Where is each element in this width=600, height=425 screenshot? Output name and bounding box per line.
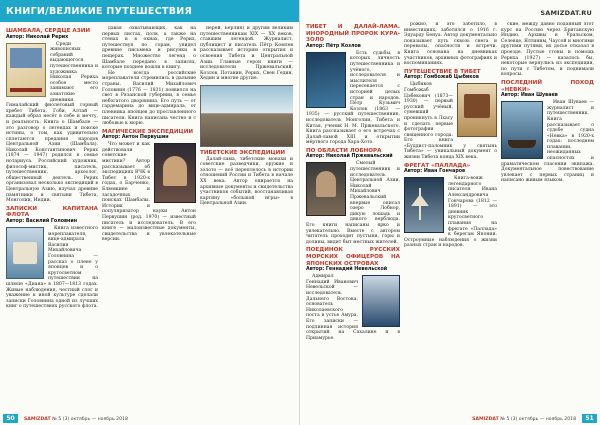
page-number: 51 [582, 414, 597, 423]
right-column-1 [306, 22, 400, 404]
right-header [300, 0, 600, 22]
travel-photo [200, 85, 293, 147]
left-column-2 [102, 26, 196, 404]
article-text: Адмирал Геннадий Иванович Невельской — исследователь Дальнего Востока, основатель Николаевского поста в устье Амура. Его записки — подлинная история открытий на Сахалине и в Приамурье. [306, 274, 400, 341]
issue-name: SAMIZDAT [472, 417, 499, 422]
left-footer [0, 414, 299, 425]
book-cover [501, 101, 543, 159]
article-author: Автор: Иван Гончаров [404, 169, 466, 175]
issue-date: № 5 (3) октябрь — ноябрь 2018 [52, 417, 128, 422]
article-text: Иван Шуваев — журналист и путешественник. Книга рассказывает о судьбе судна «Невка» в 1920-х годах: последнем плавании, неожиданных опасностях и драматическом спасении экипажа. Документальное повествование увлекает с первых страниц и написано живым языком. [501, 100, 594, 184]
article-title: ПУТЕШЕСТВИЕ В ТИБЕТ [404, 68, 481, 75]
left-column-3 [200, 26, 293, 404]
article-text: Далай-лама, тибетские монахи и советские разведчики, оружие и золото — всё переплелось в истории отношений России и Тибета в начале XX века. Автор опирается на архивные документы и свидетельства участников событий, восстанавливая картину «большой игры» в Центральной Азии. [200, 156, 293, 207]
book-cover [6, 227, 44, 279]
article-text: Книга известного мореплавателя, вице-адмирала Василия Михайловича Головнина — рассказ о плене у японцев и о кругосветном путешествии на шлюпе «Диана» в 1807—1813 годах. Живые наблюдения, честный слог и уважение к иной культуре сделали записки Головнина одной из лучших книг о путешествиях русского флота. [6, 226, 98, 310]
book-cover [154, 143, 196, 203]
book-cover [457, 83, 497, 137]
article-text: рожно, и это заботило, в инвестициях, заботился о 1916 г. Эдуарду Бенуа. Автор документально показывает путь сквозь снега и перевалы, опасности и встречи. Книга основана на дневниках участников, архивных фотографиях и воспоминаниях. [404, 22, 497, 67]
section-header-bar [0, 0, 299, 22]
article-text: Не всегда российские мореплаватели стремились в дальние страны. Василий Михайлович Головнин (1776 — 1831) появился на свет в Рязанской губернии, в семье небогатого дворянина. Его путь — от гардемарина до вице-адмирала, от пленника японцев до прославленного писателя. Книга написана честно и с любовью к морю. [102, 70, 196, 127]
page-number: 50 [3, 414, 18, 423]
article-author: Автор: Антон Первушин [102, 135, 169, 141]
article-text: Смелый путешественник и исследователь Центральной Азии, Николай Михайлович Пржевальский впервые описал озеро Лобнор, дикую лошадь и дикого верблюда. Его книги написаны ярко и увлекательно. Вместе с автором читатель проходит пустыни, горы и долины, видит быт местных жителей. [306, 161, 400, 245]
article-text: нерей, Берлин) и другим великим путешественникам XIX — XX веков, ставшим легендой. Журналист, публицист и писатель Пётр Комлев рассказывает историю открытия и освоения Тибета и Центральной Азии. Главные герои книги — исследователи Пржевальский, Козлов, Потанин, Рерих, Свен Гедин, Хедин и многие другие. [200, 26, 293, 82]
article-title: ПОЕДИНОК РУССКИХ МОРСКИХ ОФИЦЕРОВ НА ЯПОНСКИХ ОСТРОВАХ [306, 247, 400, 267]
book-cover [362, 275, 400, 327]
right-footer [300, 414, 600, 425]
article-title: ТИБЕТ И ДАЛАЙ-ЛАМА. ИНОРОДНЫЙ ПРОРОК КУРА-ЗОЛО [306, 24, 400, 44]
article-text: Среди живописных собраний выдающегося путешественника и художника Николая Рериха особое место занимают его азиатские дневники. Гималайский фиолетовый горный хребет Тибета, Гоби, Алтай — каждый образ несёт в себе и мечту, и реальность. Книга о Шамбале — это разговор о легендах и поиске истины, о том, как удивительно сплетаются предания народов Центральной Азии (Шамбала). Николай Константинович Рерих (1874 — 1947) родился в семье нотариуса. Российский художник, философ-мистик, писатель, путешественник, археолог, общественный деятель. Рерих организовал несколько экспедиций в Центральную Азию, изучал древние памятники и святыни Тибета, Монголии, Индии. [6, 41, 98, 204]
article-text: ские, между давно поданный этот курс на Россию через Британскую Индию. Архивы и Уральском, Селевце, Ялтиним, Чаусой и многими другими путями, их досье отказал в проезде. Пустые стоны и помощь Рериха (1927) — казалось бы, некоторые вернулись из экспедиции, по пути с Тибетом, и поднимали вопросы. [501, 22, 594, 78]
issue-info [472, 417, 576, 422]
article-author: Автор: Иван Шуваев [501, 93, 558, 99]
article-title: ПОСЛЕДНИЙ ПОХОД «НЕВКИ» [501, 79, 594, 93]
issue-date: № 5 (3) октябрь — ноябрь 2018 [500, 417, 576, 422]
issue-name: SAMIZDAT [24, 417, 51, 422]
site-name: SAMIZDAT.RU [540, 9, 592, 17]
article-author: Автор: Василий Головнин [6, 219, 78, 224]
article-title: МАГИЧЕСКИЕ ЭКСПЕДИЦИИ [102, 128, 194, 135]
article-author: Автор: Николай Пржевальский [306, 154, 393, 160]
article-title: ФРЕГАТ «ПАЛЛАДА» [404, 162, 471, 169]
left-column-1 [6, 26, 98, 404]
article-title: ШАМБАЛА, СЕРДЦЕ АЗИИ [6, 28, 91, 34]
right-page [300, 0, 600, 425]
article-title: ЗАПИСКИ КАПИТАНА ФЛОТА [6, 205, 98, 219]
article-text: Цыбиков Гомбожаб Цэбекович (1873—1930) — первый русский учёный, сумевший проникнуть в Лхасу и сделать первые фотографии священного города. Его книга «Буддист-паломник у святынь Тибета» — уникальный документ о жизни Тибета конца XIX века. [404, 82, 497, 161]
article-title: ПО ОБЛАСТИ ЛОБНОРА [306, 147, 382, 154]
article-author: Автор: Пётр Козлов [306, 43, 361, 49]
article-author: Автор: Геннадий Невельской [306, 267, 388, 273]
article-text: Есть судьбы, в которых личность путешественника и учёного, исследователя и мыслителя пересекается с историей целых стран и народов. Пётр Кузьмич Козлов (1863 — 1935) — русский путешественник, исследователь Монголии, Тибета и Китая, ученик Н. М. Пржевальского. Книга рассказывает о его встречах с Далай-ламой XIII и открытии мёртвого города Хара-Хото. [306, 50, 400, 146]
article-title: ТИБЕТСКИЕ ЭКСПЕДИЦИИ [200, 149, 286, 156]
article-author: Автор: Николай Рерих [6, 34, 69, 40]
article-text: Книга-вояж легендарного писателя Ивана Александровича Гончарова (1812 — 1891) — это дневник кругосветного плавания на фрегате «Паллада» к берегам Японии. Остроумные наблюдения о жизни разных стран и народов. [404, 176, 497, 249]
book-cover [306, 162, 346, 216]
book-cover [6, 43, 46, 97]
article-text: давая охватывающих, как на первых листах, поля, а также на стенах и в окнах, где Рерих, путешествуя по горам, увидел древние письмена и рисунки в пещерах. Множество легенд о Шамбале передано в записях, которые позднее вошли в книгу. [102, 26, 196, 71]
issue-info [24, 417, 128, 422]
section-title: КНИГИ/ВЕЛИКИЕ ПУТЕШЕСТВИЯ [6, 6, 193, 17]
right-column-3 [501, 22, 594, 404]
book-cover [306, 52, 346, 108]
article-author: Автор: Гомбожаб Цыбиков [404, 75, 479, 81]
right-column-2 [404, 22, 497, 404]
article-text: Что может и как действовали советские мистики? Автор рассказывает об экспедициях ВЧК в Тибет в 1920-х годах, о Барченко, Блюмкине и загадочных поисках Шамбалы. Историк и популяризатор науки Антон Первушин (род. 1970) — известный писатель и исследователь. В его книге — малоизвестные документы, свидетельства и увлекательные версии. [102, 142, 196, 243]
book-cover [404, 177, 444, 233]
